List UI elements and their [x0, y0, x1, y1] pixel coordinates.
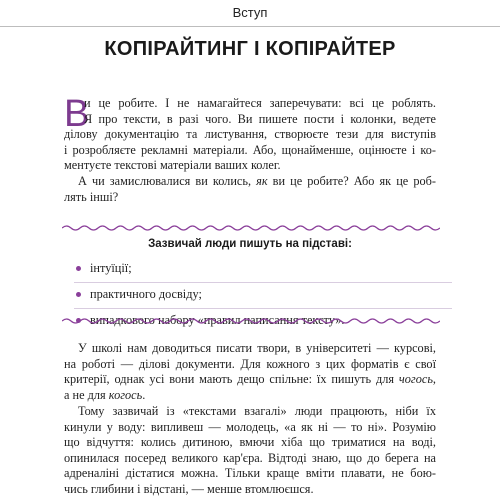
intro-line-1: и це робите. І не намагайтеся заперечувати: всі це роблять.: [84, 96, 436, 110]
list-item: [74, 260, 452, 283]
intro-line-2: Я про тексти, в разі чого. Ви пишете пости і колонки, ведете: [84, 111, 436, 126]
p2-line-2: кинули у воду: випливеш — молодець, «а як ні — то ні». Розумію: [64, 419, 436, 434]
chapter-title: КОПІРАЙТИНГ І КОПІРАЙТЕР: [104, 38, 396, 60]
intro-line-4: і розробляєте рекламні матеріали. Або, щонайменше, оцінюєте і ко-: [64, 142, 436, 157]
intro-paragraph: [64, 93, 436, 205]
p1-emphasis-2: когось: [108, 387, 143, 402]
body-paragraph-2: [64, 404, 436, 498]
p2-line-5: адреналіні дістатися можна. Тільки краще вміти плавати, не бою-: [64, 466, 436, 481]
bullet-list: [74, 260, 452, 337]
p1-line-3: [64, 372, 436, 388]
running-head: Вступ: [232, 5, 268, 20]
intro-question-line-2: лять інші?: [64, 189, 119, 204]
list-item-text: інтуїції;: [90, 261, 132, 275]
p2-line-6: чись глибини і відстані, — менше втомлюєшся.: [64, 481, 314, 496]
p1-line-4: [64, 388, 436, 404]
p1-line-3-punct: ,: [432, 372, 436, 387]
intro-question-line-1: [64, 174, 436, 190]
p2-line-3: що відчуття: колись дитиною, вмючи хіба що триматися на воді,: [64, 435, 436, 450]
intro-line-3: ділову документацію та листування, створюєте тези для виступів: [64, 127, 436, 142]
question-text-start: А чи замислювалися ви колись,: [78, 173, 257, 188]
question-text-end: ви це робите? Або як це роб-: [267, 173, 436, 188]
p1-line-3-text: критерії, однак усі вони мають дещо спільне: їх пишуть для: [64, 372, 399, 387]
bullet-dot-icon: [76, 266, 81, 271]
wavy-divider-top: [62, 224, 440, 232]
header-rule: [0, 26, 500, 27]
p1-line-2: на роботі — ділові документи. Для кожного з цих форматів є свої: [64, 356, 436, 371]
question-emphasis: як: [256, 173, 268, 188]
list-item-text: практичного досвіду;: [90, 287, 202, 301]
list-item-text: випадкового набору «правил написання тексту».: [90, 313, 345, 327]
p1-line-4-punct: .: [142, 387, 146, 402]
p2-line-4: опинилася посеред великого кар'єра. Відтоді знаю, що до берега на: [64, 450, 436, 465]
drop-cap-letter: В: [64, 93, 90, 135]
intro-line-5: ментуєте текстові матеріали ваших колег.: [64, 158, 281, 173]
body-paragraph-1: [64, 341, 436, 403]
list-item: [74, 286, 452, 309]
p1-line-4-text: а не для: [64, 387, 109, 402]
p2-line-1: Тому зазвичай із «текстами взагалі» люди працюють, ніби їх: [78, 404, 436, 418]
p1-emphasis-1: чогось: [398, 372, 433, 387]
wavy-divider-bottom: [62, 317, 440, 325]
p1-line-1: У школі нам доводиться писати твори, в університеті — курсові,: [78, 341, 436, 355]
box-title: Зазвичай люди пишуть на підставі:: [148, 238, 352, 250]
bullet-dot-icon: [76, 292, 81, 297]
